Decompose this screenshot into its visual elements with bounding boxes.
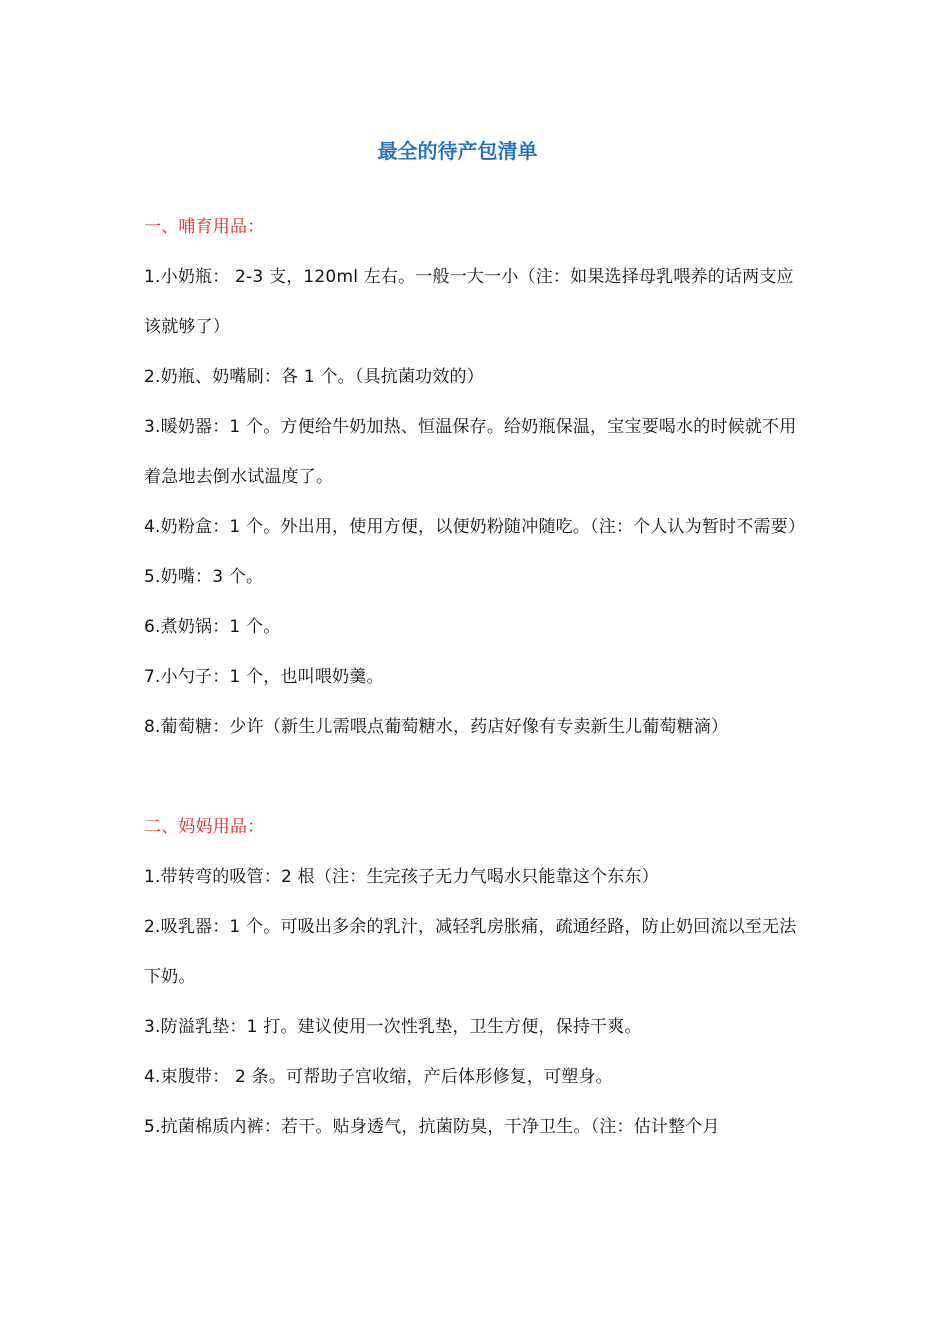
list-item: 5.抗菌棉质内裤：若干。贴身透气，抗菌防臭，干净卫生。（注：估计整个月 bbox=[144, 1117, 720, 1137]
list-item: 2.奶瓶、奶嘴刷：各 1 个。（具抗菌功效的） bbox=[144, 367, 484, 387]
list-item: 6.煮奶锅：1 个。 bbox=[144, 617, 281, 637]
section-heading-feeding: 一、哺育用品： bbox=[144, 217, 265, 237]
list-item: 8.葡萄糖：少许（新生儿需喂点葡萄糖水，药店好像有专卖新生儿葡萄糖滴） bbox=[144, 717, 729, 737]
list-item: 4.束腹带： 2 条。可帮助子宫收缩，产后体形修复，可塑身。 bbox=[144, 1067, 613, 1087]
list-item: 7.小勺子：1 个，也叫喂奶羹。 bbox=[144, 667, 384, 687]
section-heading-mother: 二、妈妈用品： bbox=[144, 817, 265, 837]
list-item: 5.奶嘴：3 个。 bbox=[144, 567, 264, 587]
list-item: 2.吸乳器：1 个。可吸出多余的乳汁，减轻乳房胀痛，疏通经路，防止奶回流以至无法下奶。 bbox=[144, 917, 797, 987]
document-body bbox=[144, 202, 809, 1152]
list-item: 3.防溢乳垫：1 打。建议使用一次性乳垫，卫生方便，保持干爽。 bbox=[144, 1017, 642, 1037]
list-item: 4.奶粉盒：1 个。外出用，使用方便，以便奶粉随冲随吃。（注：个人认为暂时不需要） bbox=[144, 517, 806, 537]
document-title: 最全的待产包清单 bbox=[377, 139, 538, 163]
list-item: 3.暖奶器：1 个。方便给牛奶加热、恒温保存。给奶瓶保温，宝宝要喝水的时候就不用着急地去倒水试温度了。 bbox=[144, 417, 797, 487]
list-item: 1.小奶瓶： 2-3 支，120ml 左右。一般一大一小（注：如果选择母乳喂养的话两支应该就够了） bbox=[144, 267, 794, 337]
list-item: 1.带转弯的吸管：2 根（注：生完孩子无力气喝水只能靠这个东东） bbox=[144, 867, 659, 887]
